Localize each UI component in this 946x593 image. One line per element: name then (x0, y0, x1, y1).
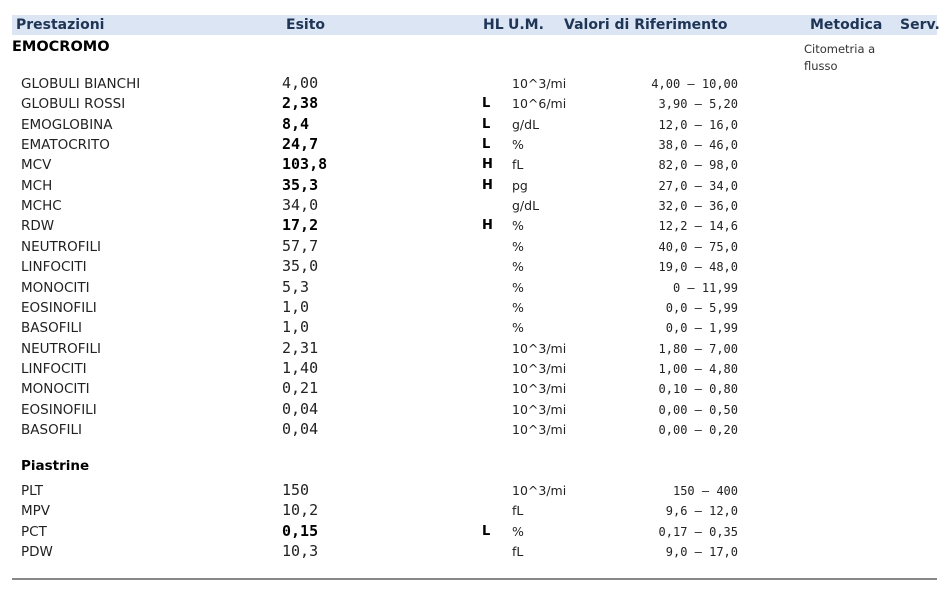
test-name: MPV (21, 503, 51, 520)
header-serv: Serv. (900, 17, 940, 33)
test-name: NEUTROFILI (21, 340, 102, 357)
table-row (0, 481, 946, 501)
unit: 10^3/mi (512, 401, 567, 417)
unit: 10^3/mi (512, 381, 567, 397)
header-valori: Valori di Riferimento (564, 17, 728, 33)
result-value: 2,38 (282, 94, 319, 113)
test-name: MONOCITI (21, 381, 90, 398)
unit: pg (512, 177, 528, 193)
table-row (0, 94, 946, 114)
table-row (0, 135, 946, 155)
result-value: 1,0 (282, 318, 310, 337)
header-um: U.M. (508, 17, 544, 33)
table-row (0, 155, 946, 175)
result-value: 1,0 (282, 297, 310, 316)
unit: 10^3/mi (512, 483, 567, 498)
table-row (0, 420, 946, 440)
reference-range: 1,80 – 7,00 (658, 341, 738, 356)
reference-range: 40,0 – 75,0 (658, 239, 738, 254)
unit: % (512, 259, 524, 275)
table-row (0, 522, 946, 542)
test-name: EOSINOFILI (21, 299, 97, 316)
test-name: EMATOCRITO (21, 137, 110, 154)
bottom-divider (12, 578, 937, 580)
header-metodica: Metodica (810, 17, 883, 33)
result-value: 10,3 (282, 541, 319, 560)
test-name: GLOBULI ROSSI (21, 96, 126, 113)
result-value: 17,2 (282, 216, 319, 235)
reference-range: 150 – 400 (672, 484, 738, 498)
unit: % (512, 320, 524, 336)
unit: % (512, 238, 524, 254)
reference-range: 0,0 – 5,99 (665, 300, 738, 315)
unit: g/dL (512, 198, 540, 214)
result-value: 35,0 (282, 257, 319, 276)
reference-range: 38,0 – 46,0 (658, 138, 738, 153)
hl-flag: H (482, 177, 493, 193)
result-value: 57,7 (282, 236, 319, 255)
test-name: MCV (21, 157, 52, 174)
reference-range: 82,0 – 98,0 (658, 158, 738, 173)
result-value: 2,31 (282, 338, 319, 357)
header-hl: HL (483, 17, 504, 33)
test-name: PCT (21, 523, 47, 540)
result-value: 0,04 (282, 399, 319, 418)
result-value: 0,04 (282, 419, 319, 438)
header-esito: Esito (286, 17, 326, 33)
unit: % (512, 137, 524, 153)
table-row (0, 74, 946, 94)
reference-range: 0,17 – 0,35 (658, 524, 738, 539)
table-row (0, 278, 946, 298)
reference-range: 9,0 – 17,0 (665, 544, 738, 559)
unit: 10^3/mi (512, 340, 567, 356)
result-value: 8,4 (282, 114, 310, 133)
test-name: LINFOCITI (21, 259, 87, 276)
unit: % (512, 279, 524, 295)
reference-range: 0,00 – 0,50 (658, 402, 738, 417)
header-prestazioni: Prestazioni (16, 17, 105, 33)
table-row (0, 359, 946, 379)
hl-flag: L (482, 137, 491, 153)
test-name: GLOBULI BIANCHI (21, 76, 141, 92)
table-row (0, 237, 946, 257)
metodica-text: Citometria a flusso (804, 42, 876, 73)
table-row (0, 379, 946, 399)
unit: fL (512, 503, 524, 519)
reference-range: 12,2 – 14,6 (658, 219, 738, 234)
unit: 10^3/mi (512, 76, 567, 91)
result-value: 34,0 (282, 196, 319, 215)
hl-flag: H (482, 157, 493, 173)
unit: fL (512, 543, 524, 559)
table-row (0, 257, 946, 277)
table-row (0, 542, 946, 562)
section-title: EMOCROMO (12, 39, 110, 55)
test-name: MCH (21, 177, 53, 194)
test-name: PLT (21, 483, 44, 499)
test-name: MONOCITI (21, 279, 90, 296)
unit: % (512, 299, 524, 315)
table-row (0, 400, 946, 420)
unit: g/dL (512, 116, 540, 132)
test-name: EMOGLOBINA (21, 116, 113, 133)
reference-range: 4,00 – 10,00 (651, 77, 738, 91)
result-value: 24,7 (282, 135, 319, 154)
result-value: 1,40 (282, 358, 319, 377)
reference-range: 27,0 – 34,0 (658, 178, 738, 193)
unit: 10^3/mi (512, 421, 567, 437)
table-row (0, 176, 946, 196)
table-row (0, 196, 946, 216)
test-name: EOSINOFILI (21, 401, 97, 418)
hl-flag: L (482, 116, 491, 132)
result-value: 150 (282, 481, 310, 499)
unit: fL (512, 157, 524, 173)
reference-range: 0,10 – 0,80 (658, 382, 738, 397)
hl-flag: L (482, 96, 491, 112)
table-row (0, 115, 946, 135)
table-row (0, 339, 946, 359)
test-name: PDW (21, 543, 53, 560)
reference-range: 12,0 – 16,0 (658, 117, 738, 132)
result-value: 35,3 (282, 175, 319, 194)
test-name: LINFOCITI (21, 360, 87, 377)
test-name: MCHC (21, 198, 62, 215)
table-row (0, 501, 946, 521)
unit: % (512, 523, 524, 539)
unit: 10^3/mi (512, 360, 567, 376)
test-name: NEUTROFILI (21, 238, 102, 255)
subsection-title: Piastrine (21, 458, 90, 474)
reference-range: 3,90 – 5,20 (658, 97, 738, 112)
table-header (12, 15, 940, 35)
reference-range: 19,0 – 48,0 (658, 260, 738, 275)
reference-range: 1,00 – 4,80 (658, 361, 738, 376)
reference-range: 0 – 11,99 (672, 280, 738, 295)
result-value: 0,15 (282, 521, 319, 540)
unit: % (512, 218, 524, 234)
result-value: 0,21 (282, 379, 319, 398)
hl-flag: H (482, 218, 493, 234)
table-row (0, 318, 946, 338)
reference-range: 9,6 – 12,0 (665, 504, 738, 519)
test-name: BASOFILI (21, 421, 82, 438)
result-value: 10,2 (282, 501, 319, 520)
result-value: 103,8 (282, 155, 328, 174)
result-value: 4,00 (282, 74, 319, 92)
reference-range: 0,00 – 0,20 (658, 422, 738, 437)
unit: 10^6/mi (512, 96, 567, 112)
table-row (0, 298, 946, 318)
result-value: 5,3 (282, 277, 310, 296)
test-name: BASOFILI (21, 320, 82, 337)
table-row (0, 216, 946, 236)
hl-flag: L (482, 523, 491, 539)
reference-range: 0,0 – 1,99 (665, 321, 738, 336)
test-name: RDW (21, 218, 55, 235)
reference-range: 32,0 – 36,0 (658, 199, 738, 214)
